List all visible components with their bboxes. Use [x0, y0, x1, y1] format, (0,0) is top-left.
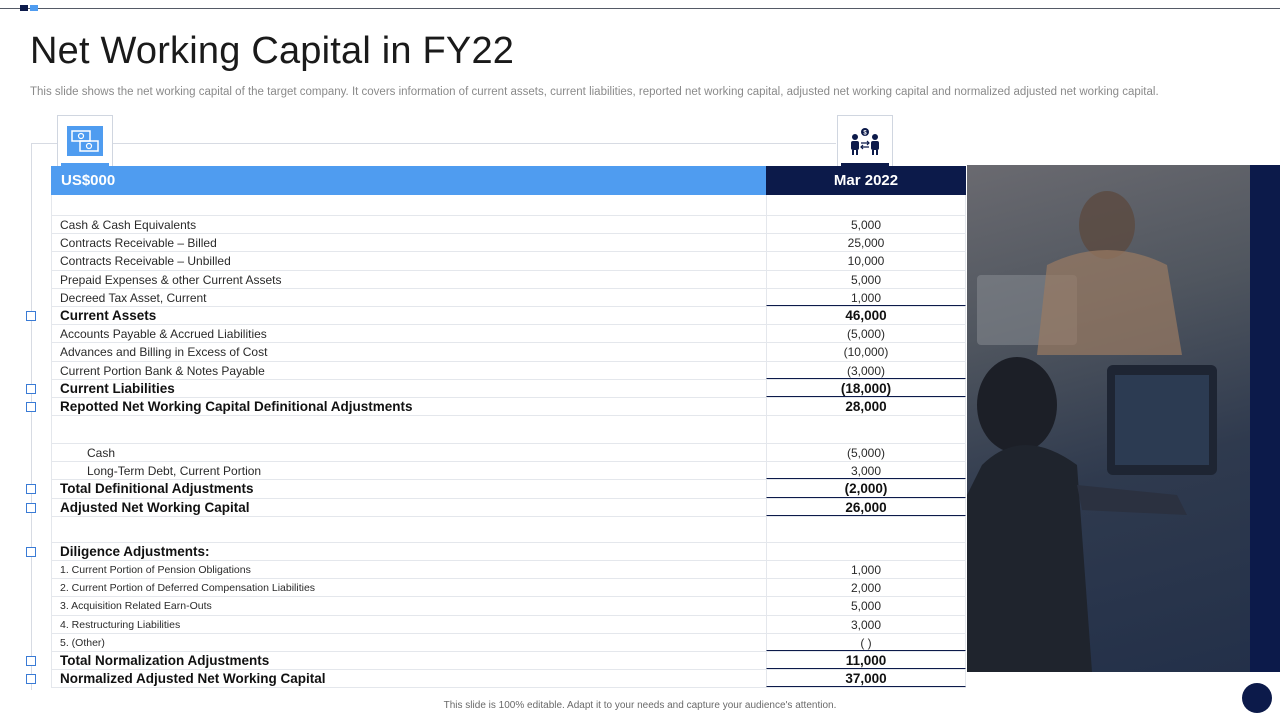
net-working-capital-table — [51, 195, 966, 688]
row-marker — [26, 311, 36, 321]
table-frame-top — [31, 143, 836, 144]
row-value: 46,000 — [766, 307, 966, 324]
row-value: (2,000) — [766, 480, 966, 497]
table-spacer-row — [51, 416, 966, 444]
page-title: Net Working Capital in FY22 — [30, 30, 515, 72]
row-marker — [26, 674, 36, 684]
table-row — [51, 252, 966, 270]
table-row — [51, 234, 966, 252]
row-value: 10,000 — [766, 252, 966, 269]
row-value: 25,000 — [766, 234, 966, 251]
table-row-total-normalization — [51, 652, 966, 670]
row-value — [766, 543, 966, 560]
row-value: 37,000 — [766, 670, 966, 687]
table-header-units: US$000 — [51, 166, 766, 195]
row-label: Total Normalization Adjustments — [51, 652, 766, 669]
table-row-normalized-nwc — [51, 670, 966, 688]
row-value: 3,000 — [766, 462, 966, 479]
row-marker — [26, 484, 36, 494]
row-label: Long-Term Debt, Current Portion — [51, 462, 766, 479]
row-value: 5,000 — [766, 216, 966, 233]
row-label: Contracts Receivable – Unbilled — [51, 252, 766, 269]
table-header-period: Mar 2022 — [766, 166, 966, 195]
table-row — [51, 597, 966, 615]
table-row-diligence-heading — [51, 543, 966, 561]
office-photo — [967, 165, 1250, 672]
row-value: 3,000 — [766, 616, 966, 633]
table-row — [51, 216, 966, 234]
table-row-adjusted-nwc — [51, 499, 966, 517]
table-row — [51, 289, 966, 307]
top-accent-blue — [30, 5, 38, 11]
table-frame-left — [31, 143, 32, 690]
row-value: ( ) — [766, 634, 966, 651]
row-value: 1,000 — [766, 561, 966, 578]
row-value: (5,000) — [766, 444, 966, 461]
row-label: Current Assets — [51, 307, 766, 324]
top-accent-navy — [20, 5, 28, 11]
row-label: 4. Restructuring Liabilities — [51, 616, 766, 633]
row-label: Contracts Receivable – Billed — [51, 234, 766, 251]
row-value: 5,000 — [766, 271, 966, 288]
row-label: 5. (Other) — [51, 634, 766, 651]
row-value: 26,000 — [766, 499, 966, 516]
row-label: Prepaid Expenses & other Current Assets — [51, 271, 766, 288]
row-label: 2. Current Portion of Deferred Compensation Liabilities — [51, 579, 766, 596]
row-label: Total Definitional Adjustments — [51, 480, 766, 497]
row-value: (3,000) — [766, 362, 966, 379]
row-value: (18,000) — [766, 380, 966, 397]
table-row-current-liabilities — [51, 380, 966, 398]
money-icon-box — [57, 115, 113, 167]
meeting-icon-box — [837, 115, 893, 167]
row-marker — [26, 503, 36, 513]
row-label: Accounts Payable & Accrued Liabilities — [51, 325, 766, 342]
row-label: Current Liabilities — [51, 380, 766, 397]
row-value: (10,000) — [766, 343, 966, 360]
table-row-reported-nwc — [51, 398, 966, 416]
row-marker — [26, 384, 36, 394]
row-marker — [26, 547, 36, 557]
table-row — [51, 444, 966, 462]
row-label: Advances and Billing in Excess of Cost — [51, 343, 766, 360]
table-row — [51, 362, 966, 380]
row-value: 11,000 — [766, 652, 966, 669]
page-subtitle: This slide shows the net working capital of the target company. It covers information of current assets, current liabilities, reported net working capital, adjusted net working capital and normalized adjusted net working capital. — [30, 86, 1159, 98]
row-label: Current Portion Bank & Notes Payable — [51, 362, 766, 379]
row-label: Adjusted Net Working Capital — [51, 499, 766, 516]
row-marker — [26, 402, 36, 412]
svg-text:$: $ — [863, 130, 867, 137]
row-value: 5,000 — [766, 597, 966, 614]
row-label: Normalized Adjusted Net Working Capital — [51, 670, 766, 687]
table-row — [51, 271, 966, 289]
table-row — [51, 325, 966, 343]
row-label: Cash & Cash Equivalents — [51, 216, 766, 233]
table-row — [51, 462, 966, 480]
table-row — [51, 634, 966, 652]
table-row — [51, 616, 966, 634]
row-label: Repotted Net Working Capital Definitional Adjustments — [51, 398, 766, 415]
money-icon — [67, 126, 103, 156]
business-meeting-icon — [847, 126, 883, 156]
table-spacer-row — [51, 195, 966, 216]
footer-note: This slide is 100% editable. Adapt it to your needs and capture your audience's attention. — [443, 700, 837, 711]
row-value: 28,000 — [766, 398, 966, 415]
row-value: 1,000 — [766, 289, 966, 306]
table-row — [51, 343, 966, 361]
top-rule — [0, 8, 1280, 9]
table-row-total-definitional — [51, 480, 966, 498]
table-row — [51, 561, 966, 579]
photo-side-bar — [1250, 165, 1280, 672]
table-spacer-row — [51, 517, 966, 543]
row-label: Decreed Tax Asset, Current — [51, 289, 766, 306]
row-label: 3. Acquisition Related Earn-Outs — [51, 597, 766, 614]
table-row — [51, 579, 966, 597]
row-label: Cash — [51, 444, 766, 461]
row-label: Diligence Adjustments: — [51, 543, 766, 560]
table-row-current-assets — [51, 307, 966, 325]
corner-dot — [1242, 683, 1272, 713]
row-value: (5,000) — [766, 325, 966, 342]
row-label: 1. Current Portion of Pension Obligations — [51, 561, 766, 578]
row-value: 2,000 — [766, 579, 966, 596]
row-marker — [26, 656, 36, 666]
